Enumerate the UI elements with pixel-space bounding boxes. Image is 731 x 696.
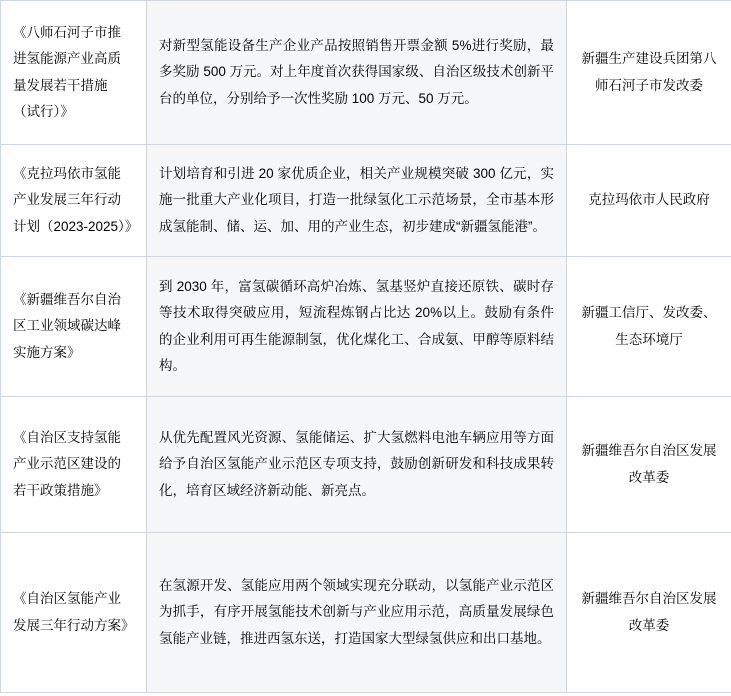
policy-content: 对新型氢能设备生产企业产品按照销售开票金额 5%进行奖励，最多奖励 500 万元。对上年度首次获得国家级、自治区级技术创新平台的单位，分别给予一次性奖励 100 万元、50 万元。 <box>147 1 567 145</box>
table-row <box>1 257 731 397</box>
policy-department: 新疆维吾尔自治区发展改革委 <box>567 533 731 693</box>
policy-title: 《自治区支持氢能产业示范区建设的若干政策措施》 <box>1 397 147 533</box>
table-row <box>1 145 731 257</box>
policy-content: 计划培育和引进 20 家优质企业，相关产业规模突破 300 亿元，实施一批重大产业化项目，打造一批绿氢化工示范场景，全市基本形成氢能制、储、运、加、用的产业生态，初步建成“新疆氢能港”。 <box>147 145 567 257</box>
policy-department: 克拉玛依市人民政府 <box>567 145 731 257</box>
policy-title: 《自治区氢能产业发展三年行动方案》 <box>1 533 147 693</box>
policy-content: 在氢源开发、氢能应用两个领域实现充分联动，以氢能产业示范区为抓手，有序开展氢能技术创新与产业应用示范，高质量发展绿色氢能产业链，推进西氢东送，打造国家大型绿氢供应和出口基地。 <box>147 533 567 693</box>
policy-title: 《克拉玛依市氢能产业发展三年行动计划（2023-2025）》 <box>1 145 147 257</box>
table-row <box>1 533 731 693</box>
policy-title: 《新疆维吾尔自治区工业领域碳达峰实施方案》 <box>1 257 147 397</box>
policy-department: 新疆工信厅、发改委、生态环境厅 <box>567 257 731 397</box>
policy-department: 新疆生产建设兵团第八师石河子市发改委 <box>567 1 731 145</box>
policy-content: 从优先配置风光资源、氢能储运、扩大氢燃料电池车辆应用等方面给予自治区氢能产业示范区专项支持，鼓励创新研发和科技成果转化，培育区域经济新动能、新亮点。 <box>147 397 567 533</box>
policy-department: 新疆维吾尔自治区发展改革委 <box>567 397 731 533</box>
policy-content: 到 2030 年，富氢碳循环高炉冶炼、氢基竖炉直接还原铁、碳时存等技术取得突破应用，短流程炼钢占比达 20%以上。鼓励有条件的企业利用可再生能源制氢，优化煤化工、合成氨、甲醇等原料结构。 <box>147 257 567 397</box>
table-row <box>1 1 731 145</box>
table-row <box>1 397 731 533</box>
policy-title: 《八师石河子市推进氢能源产业高质量发展若干措施（试行）》 <box>1 1 147 145</box>
